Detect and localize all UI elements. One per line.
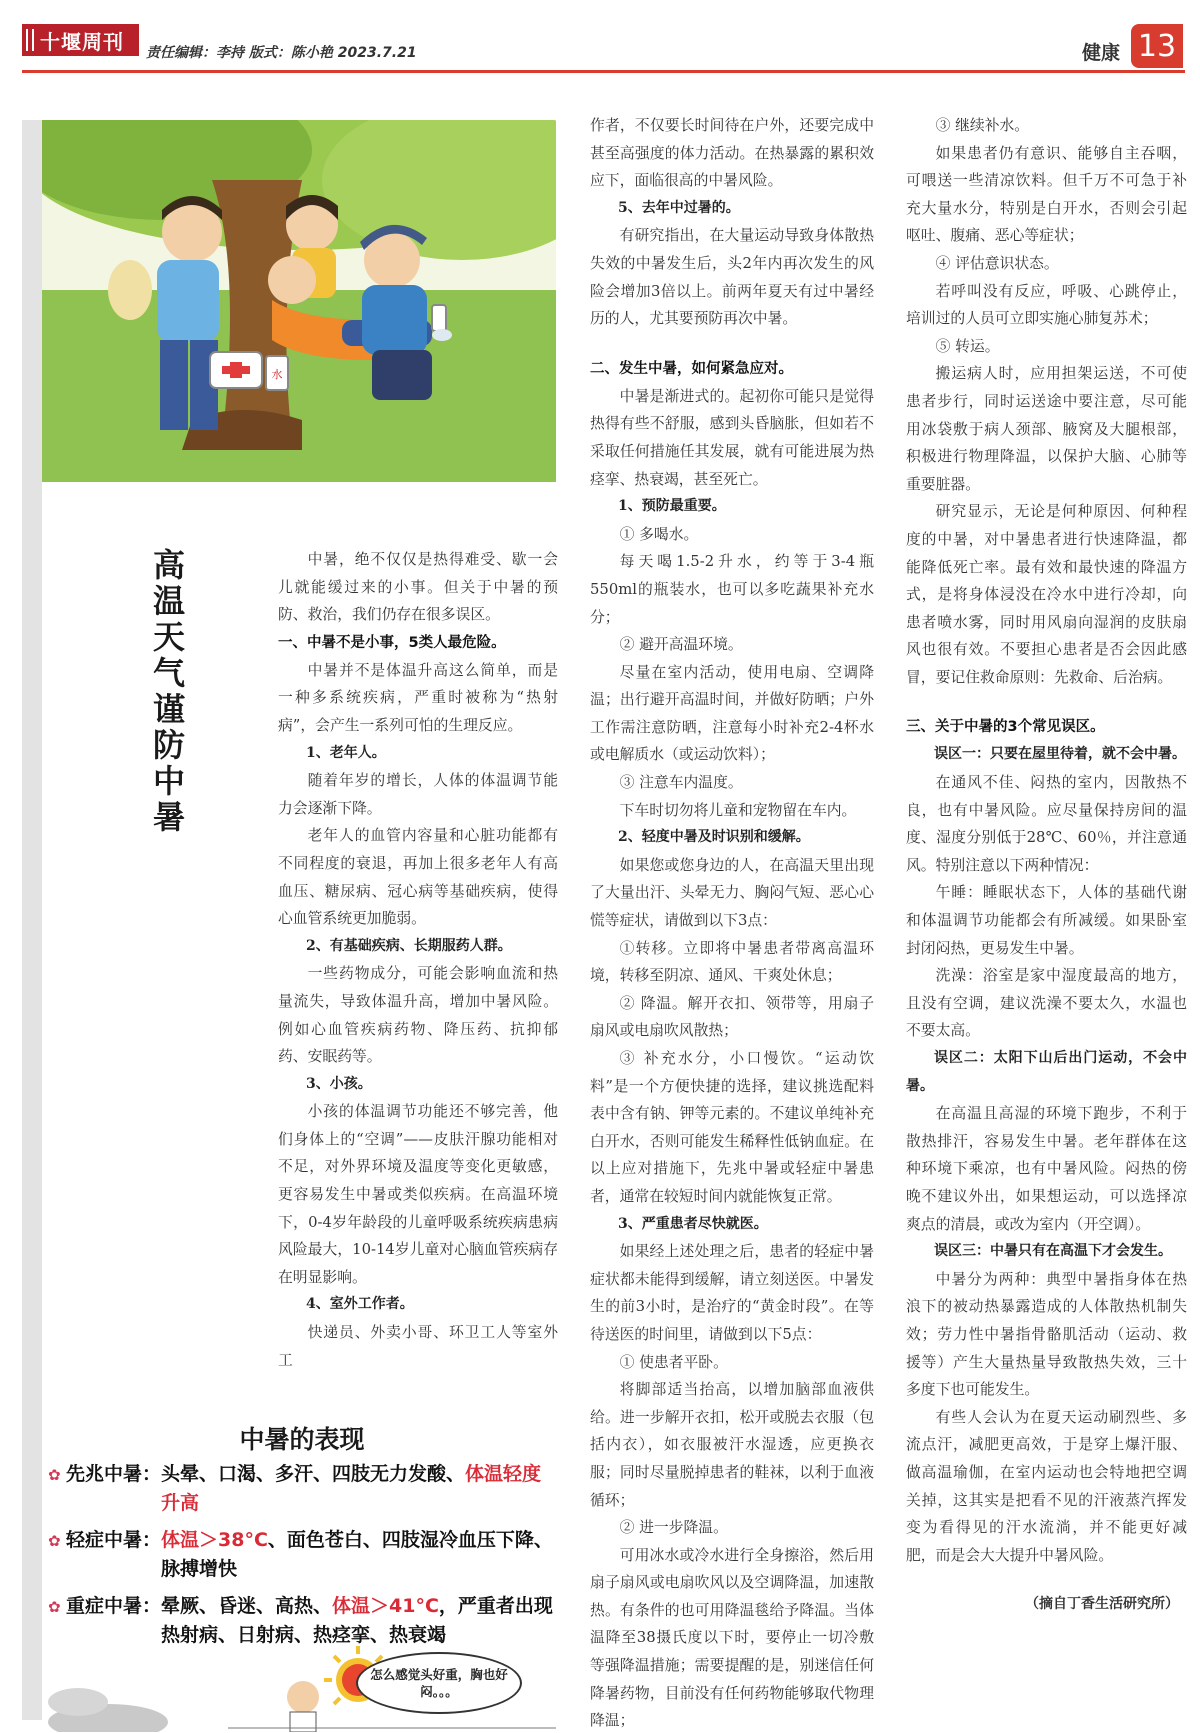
symptom-desc: 晕厥、昏迷、高热、 bbox=[161, 1595, 333, 1617]
subheading: 3、严重患者尽快就医。 bbox=[618, 1215, 768, 1232]
paragraph: 可用冰水或冷水进行全身擦浴，然后用扇子扇风或电扇吹风以及空调降温，加速散热。有条件的也可用降温毯给予降温。当体温降至38摄氏度以下时，要停止一切冷敷等强降温措施；需要提醒的是，别迷信任何降暑药物，目前没有任何药物能够取代物理降温； bbox=[590, 1546, 874, 1730]
paragraph-gap bbox=[590, 333, 874, 355]
symptom-highlight: 体温＞41°C bbox=[332, 1595, 439, 1617]
paragraph: 搬运病人时，应用担架运送，不可使患者步行，同时运送途中要注意，尽可能用冰袋敷于病人颈部、腋窝及大腿根部，积极进行物理降温，以保护大脑、心肺等重要脏器。 bbox=[906, 365, 1187, 493]
subheading: 误区一：只要在屋里待着，就不会中暑。 bbox=[934, 746, 1186, 763]
paragraph: 在高温且高湿的环境下跑步，不利于散热排汗，容易发生中暑。老年群体在这种环境下乘凉，也有中暑风险。闷热的傍晚不建议外出，如果想运动，可以选择凉爽点的清晨，或改为室内（开空调）。 bbox=[906, 1105, 1187, 1233]
symptom-desc: 头晕、口渴、多汗、四肢无力发酸、 bbox=[161, 1463, 466, 1485]
symptom-label: 轻症中暑： bbox=[66, 1529, 162, 1551]
section-heading: 一、中暑不是小事，5类人最危险。 bbox=[278, 634, 506, 651]
paragraph: 小孩的体温调节功能还不够完善，他们身体上的“空调”——皮肤汗腺功能相对不足，对外界环境及温度等变化更敏感，更容易发生中暑或类似疾病。在高温环境下，0-4岁年龄段的儿童呼吸系统疾病患病风险最大，10-14岁儿童对心脑血管疾病存在明显影响。 bbox=[278, 1103, 558, 1286]
subheading: 误区二：太阳下山后出门运动，不会中暑。 bbox=[906, 1050, 1187, 1094]
masthead-bars-icon bbox=[26, 29, 34, 51]
paragraph-gap bbox=[906, 691, 1187, 713]
section-heading: 二、发生中暑，如何紧急应对。 bbox=[590, 360, 793, 377]
symptom-row-light bbox=[48, 1526, 556, 1584]
column-3-body bbox=[906, 112, 1187, 1569]
paragraph: ④ 评估意识状态。 bbox=[935, 254, 1059, 272]
paragraph: 尽量在室内活动，使用电扇、空调降温；出行避开高温时间，并做好防晒；户外工作需注意防晒，注意每小时补充2-4杯水或电解质水（或运动饮料）； bbox=[590, 663, 874, 764]
article-column-2 bbox=[590, 112, 874, 1733]
paragraph: ① 多喝水。 bbox=[619, 525, 699, 543]
paragraph: ③ 补充水分，小口慢饮。“运动饮料”是一个方便快捷的选择，建议挑选配料表中含有钠、钾等元素的。不建议单纯补充白开水，否则可能发生稀释性低钠血症。在以上应对措施下，先兆中暑或轻症中暑患者，通常在较短时间内就能恢复正常。 bbox=[590, 1050, 874, 1205]
subheading: 3、小孩。 bbox=[306, 1075, 372, 1092]
paragraph: ② 避开高温环境。 bbox=[619, 636, 743, 654]
article-column-1 bbox=[278, 546, 558, 1374]
paragraph: ①转移。立即将中暑患者带离高温环境，转移至阴凉、通风、干爽处休息； bbox=[590, 939, 874, 985]
subheading: 5、去年中过暑的。 bbox=[618, 199, 740, 216]
paragraph: 有些人会认为在夏天运动刷烈些、多流点汗，减肥更高效，于是穿上爆汗服、做高温瑜伽，在室内运动也会特地把空调关掉，这其实是把看不见的汗液蒸汽挥发变为看得见的汗水流淌，并不能更好减肥，而是会大大提升中暑风险。 bbox=[906, 1408, 1187, 1564]
article-column-3 bbox=[906, 112, 1187, 1619]
paragraph: 中暑，绝不仅仅是热得难受、歇一会儿就能缓过来的小事。但关于中暑的预防、救治，我们仍存在很多误区。 bbox=[278, 551, 558, 624]
flower-bullet-icon: ✿ bbox=[48, 1532, 61, 1550]
paragraph: 中暑分为两种：典型中暑指身体在热浪下的被动热暴露造成的人体散热机制失效；劳力性中暑指骨骼肌活动（运动、救援等）产生大量热量导致散热失效，三十多度下也可能发生。 bbox=[906, 1270, 1187, 1399]
paragraph: ② 降温。解开衣扣、领带等，用扇子扇风或电扇吹风散热； bbox=[590, 994, 874, 1040]
paragraph: 中暑并不是体温升高这么简单，而是一种多系统疾病，严重时被称为“热射病”，会产生一系列可怕的生理反应。 bbox=[278, 661, 558, 734]
section-label: 健康 bbox=[1082, 42, 1121, 64]
editor-credits: 责任编辑：李持 版式：陈小艳 2023.7.21 bbox=[146, 45, 417, 61]
source-credit: （摘自丁香生活研究所） bbox=[1025, 1596, 1179, 1613]
symptom-highlight: 体温轻度升高 bbox=[161, 1463, 542, 1514]
paragraph: 研究显示，无论是何种原因、何种程度的中暑，对中暑患者进行快速降温，都能降低死亡率。最有效和最快速的降温方式，是将身体浸没在冷水中进行冷却，向患者喷水雾，同时用风扇向湿润的皮肤扇风也很有效。不要担心患者是否会因此感冒，要记住救命原则：先救命、后治病。 bbox=[906, 503, 1187, 686]
paragraph: 洗澡：浴室是家中湿度最高的地方，且没有空调，建议洗澡不要太久，水温也不要太高。 bbox=[906, 967, 1187, 1040]
paragraph: 中暑是渐进式的。起初你可能只是觉得热得有些不舒服，感到头昏脑胀，但如若不采取任何措施任其发展，就有可能进展为热痉挛、热衰竭，甚至死亡。 bbox=[590, 387, 874, 488]
masthead-name: 十堰周刊 bbox=[40, 29, 124, 54]
symptom-label: 重症中暑： bbox=[66, 1595, 162, 1617]
symptom-text bbox=[161, 1460, 556, 1518]
subheading: 4、室外工作者。 bbox=[306, 1296, 414, 1313]
paragraph: 如果患者仍有意识、能够自主吞咽，可喂送一些清凉饮料。但千万不可急于补充大量水分，特别是白开水，否则会引起呕吐、腹痛、恶心等症状； bbox=[906, 144, 1187, 245]
article-title: 高温天气谨防中暑 bbox=[148, 548, 186, 836]
symptom-highlight: 体温＞38°C bbox=[161, 1529, 268, 1551]
page-number-badge: 13 bbox=[1131, 24, 1183, 68]
paragraph: 老年人的血管内容量和心脏功能都有不同程度的衰退，再加上很多老年人有高血压、糖尿病、冠心病等基础疾病，使得心血管系统更加脆弱。 bbox=[278, 827, 558, 928]
subheading: 2、有基础疾病、长期服药人群。 bbox=[306, 937, 512, 954]
illustration-svg bbox=[42, 120, 556, 482]
paragraph: 在通风不佳、闷热的室内，因散热不良，也有中暑风险。应尽量保持房间的温度、湿度分别低于28℃、60％，并注意通风。特别注意以下两种情况： bbox=[906, 774, 1187, 874]
paragraph: ⑤ 转运。 bbox=[935, 337, 1000, 355]
paragraph: 如果您或您身边的人，在高温天里出现了大量出汗、头晕无力、胸闷气短、恶心心慌等症状，请做到以下3点： bbox=[590, 856, 874, 930]
paragraph: 若呼叫没有反应，呼吸、心跳停止，培训过的人员可立即实施心肺复苏术； bbox=[906, 282, 1187, 328]
paragraph: ② 进一步降温。 bbox=[619, 1519, 728, 1537]
subheading: 2、轻度中暑及时识别和缓解。 bbox=[618, 829, 810, 846]
first-aid-illustration bbox=[42, 120, 556, 482]
header-divider bbox=[22, 70, 1185, 73]
subheading: 1、老年人。 bbox=[306, 744, 386, 761]
flower-bullet-icon: ✿ bbox=[48, 1466, 61, 1484]
paragraph: 每天喝1.5-2升水，约等于3-4瓶550ml的瓶装水，也可以多吃蔬果补充水分； bbox=[590, 553, 874, 626]
paragraph: 如果经上述处理之后，患者的轻症中暑症状都未能得到缓解，请立刻送医。中暑发生的前3小时，是治疗的“黄金时段”。在等待送医的时间里，请做到以下5点： bbox=[590, 1243, 874, 1343]
paragraph: 午睡：睡眠状态下，人体的基础代谢和体温调节功能都会有所减缓。如果卧室封闭闷热，更易发生中暑。 bbox=[906, 884, 1187, 957]
page-header bbox=[0, 0, 1200, 72]
paragraph: ③ 继续补水。 bbox=[935, 117, 1030, 134]
symptom-text bbox=[161, 1526, 556, 1584]
flower-bullet-icon: ✿ bbox=[48, 1598, 61, 1616]
paragraph: 将脚部适当抬高，以增加脑部血液供给。进一步解开衣扣，松开或脱去衣服（包括内衣），如衣服被汗水湿透，应更换衣服；同时尽量脱掉患者的鞋袜，以利于血液循环； bbox=[590, 1381, 874, 1509]
paragraph: 快递员、外卖小哥、环卫工人等室外工 bbox=[278, 1324, 558, 1369]
symptom-desc-after: ，严重者出现热射病、日射病、热痉挛、热衰竭 bbox=[161, 1595, 553, 1646]
kit-label: 水 bbox=[271, 368, 283, 381]
symptoms-title: 中暑的表现 bbox=[239, 1425, 365, 1454]
symptom-row-mild-precursor bbox=[48, 1460, 556, 1518]
left-decorative-strip bbox=[22, 120, 42, 1720]
masthead-logo bbox=[22, 24, 139, 56]
paragraph: ① 使患者平卧。 bbox=[619, 1353, 728, 1371]
speech-bubble: 怎么感觉头好重，胸也好闷。。。 bbox=[356, 1652, 522, 1714]
symptom-desc-after: 、面色苍白、四肢湿冷血压下降、脉搏增快 bbox=[161, 1529, 553, 1580]
symptoms-box bbox=[48, 1420, 556, 1650]
paragraph: ③ 注意车内温度。 bbox=[619, 774, 743, 792]
paragraph: 有研究指出，在大量运动导致身体散热失效的中暑发生后，头2年内再次发生的风险会增加3倍以上。前两年夏天有过中暑经历的人，尤其要预防再次中暑。 bbox=[590, 227, 874, 328]
subheading: 误区三：中暑只有在高温下才会发生。 bbox=[934, 1243, 1172, 1260]
paragraph: 随着年岁的增长，人体的体温调节能力会逐渐下降。 bbox=[278, 772, 558, 817]
paragraph: 下车时切勿将儿童和宠物留在车内。 bbox=[619, 801, 857, 819]
paragraph: 一些药物成分，可能会影响血流和热量流失，导致体温升高，增加中暑风险。例如心血管疾病药物、降压药、抗抑郁药、安眠药等。 bbox=[278, 965, 558, 1066]
symptom-label: 先兆中暑： bbox=[66, 1463, 162, 1485]
subheading: 1、预防最重要。 bbox=[618, 498, 726, 515]
paragraph: 作者，不仅要长时间待在户外，还要完成中甚至高强度的体力活动。在热暴露的累积效应下，面临很高的中暑风险。 bbox=[590, 117, 874, 190]
section-heading: 三、关于中暑的3个常见误区。 bbox=[906, 719, 1105, 736]
source-gap bbox=[906, 1569, 1187, 1591]
